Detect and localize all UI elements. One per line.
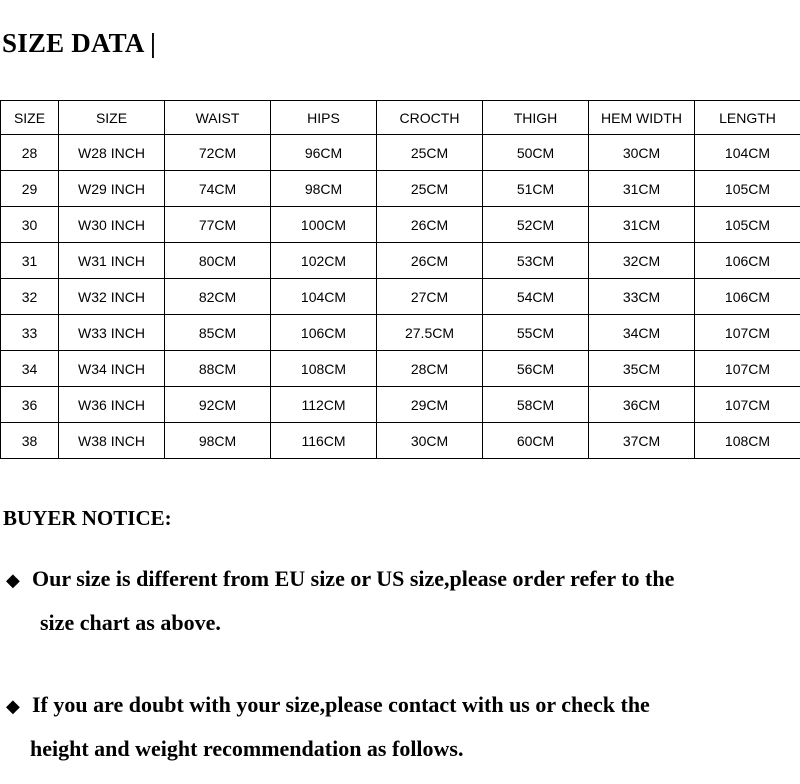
cell-thigh: 53CM <box>483 243 589 279</box>
cell-hem-width: 32CM <box>589 243 695 279</box>
cell-hips: 104CM <box>271 279 377 315</box>
cell-length: 107CM <box>695 351 800 387</box>
header-size-inch: SIZE <box>59 101 165 135</box>
cell-crotch: 30CM <box>377 423 483 459</box>
table-row <box>1 171 800 207</box>
cell-length: 107CM <box>695 315 800 351</box>
cell-length: 108CM <box>695 423 800 459</box>
cell-thigh: 56CM <box>483 351 589 387</box>
cell-hem-width: 35CM <box>589 351 695 387</box>
cell-hips: 98CM <box>271 171 377 207</box>
cell-hem-width: 33CM <box>589 279 695 315</box>
cell-length: 105CM <box>695 171 800 207</box>
cell-waist: 77CM <box>165 207 271 243</box>
cell-size: 33 <box>1 315 59 351</box>
cell-waist: 85CM <box>165 315 271 351</box>
notice-item <box>6 684 796 770</box>
cell-waist: 92CM <box>165 387 271 423</box>
cell-crotch: 27.5CM <box>377 315 483 351</box>
header-hem-width: HEM WIDTH <box>589 101 695 135</box>
header-thigh: THIGH <box>483 101 589 135</box>
cell-size: 34 <box>1 351 59 387</box>
cell-hem-width: 34CM <box>589 315 695 351</box>
cell-size-inch: W34 INCH <box>59 351 165 387</box>
table-body <box>1 135 800 459</box>
cell-crotch: 25CM <box>377 135 483 171</box>
cell-crotch: 26CM <box>377 207 483 243</box>
size-table <box>0 100 800 459</box>
notice-line <box>6 558 796 602</box>
cell-hips: 102CM <box>271 243 377 279</box>
notice-title: BUYER NOTICE: <box>3 506 172 530</box>
notice-item <box>6 558 796 644</box>
cell-hem-width: 31CM <box>589 171 695 207</box>
table-row <box>1 279 800 315</box>
cell-hips: 108CM <box>271 351 377 387</box>
cell-thigh: 51CM <box>483 171 589 207</box>
cell-hem-width: 37CM <box>589 423 695 459</box>
cell-crotch: 29CM <box>377 387 483 423</box>
header-crotch: CROCTH <box>377 101 483 135</box>
header-size: SIZE <box>1 101 59 135</box>
cell-thigh: 54CM <box>483 279 589 315</box>
cell-thigh: 52CM <box>483 207 589 243</box>
cell-thigh: 60CM <box>483 423 589 459</box>
notice-text: Our size is different from EU size or US size,please order refer to the <box>32 566 675 591</box>
table-row <box>1 351 800 387</box>
table-row <box>1 207 800 243</box>
header-waist: WAIST <box>165 101 271 135</box>
cell-hem-width: 31CM <box>589 207 695 243</box>
cell-size-inch: W30 INCH <box>59 207 165 243</box>
notice-text-continued: size chart as above. <box>40 610 221 635</box>
cell-crotch: 25CM <box>377 171 483 207</box>
cell-length: 105CM <box>695 207 800 243</box>
cell-crotch: 27CM <box>377 279 483 315</box>
cell-thigh: 58CM <box>483 387 589 423</box>
diamond-icon: ◆ <box>6 696 20 717</box>
cell-size: 32 <box>1 279 59 315</box>
cell-thigh: 50CM <box>483 135 589 171</box>
cell-crotch: 26CM <box>377 243 483 279</box>
table-row <box>1 423 800 459</box>
cell-hem-width: 36CM <box>589 387 695 423</box>
cell-crotch: 28CM <box>377 351 483 387</box>
cell-waist: 74CM <box>165 171 271 207</box>
cell-length: 107CM <box>695 387 800 423</box>
cell-size: 28 <box>1 135 59 171</box>
cell-hips: 100CM <box>271 207 377 243</box>
header-length: LENGTH <box>695 101 800 135</box>
cell-waist: 98CM <box>165 423 271 459</box>
cell-size: 29 <box>1 171 59 207</box>
notice-line <box>6 684 796 728</box>
cell-size-inch: W31 INCH <box>59 243 165 279</box>
cell-size-inch: W32 INCH <box>59 279 165 315</box>
cell-size-inch: W29 INCH <box>59 171 165 207</box>
table-row <box>1 315 800 351</box>
cell-size-inch: W38 INCH <box>59 423 165 459</box>
cell-size: 36 <box>1 387 59 423</box>
cell-length: 104CM <box>695 135 800 171</box>
page-title: SIZE DATA | <box>2 28 157 58</box>
diamond-icon: ◆ <box>6 570 20 591</box>
cell-waist: 82CM <box>165 279 271 315</box>
cell-size-inch: W33 INCH <box>59 315 165 351</box>
cell-size: 38 <box>1 423 59 459</box>
cell-size-inch: W36 INCH <box>59 387 165 423</box>
table-row <box>1 135 800 171</box>
header-hips: HIPS <box>271 101 377 135</box>
table-row <box>1 387 800 423</box>
notice-text-continued: height and weight recommendation as follows. <box>30 736 464 761</box>
cell-size-inch: W28 INCH <box>59 135 165 171</box>
cell-hips: 96CM <box>271 135 377 171</box>
cell-size: 31 <box>1 243 59 279</box>
cell-length: 106CM <box>695 243 800 279</box>
cell-length: 106CM <box>695 279 800 315</box>
notice-text: If you are doubt with your size,please contact with us or check the <box>32 692 650 717</box>
cell-hips: 112CM <box>271 387 377 423</box>
cell-waist: 88CM <box>165 351 271 387</box>
table-header-row <box>1 101 800 135</box>
cell-hips: 116CM <box>271 423 377 459</box>
cell-hem-width: 30CM <box>589 135 695 171</box>
cell-size: 30 <box>1 207 59 243</box>
cell-waist: 80CM <box>165 243 271 279</box>
cell-waist: 72CM <box>165 135 271 171</box>
cell-hips: 106CM <box>271 315 377 351</box>
table-row <box>1 243 800 279</box>
cell-thigh: 55CM <box>483 315 589 351</box>
